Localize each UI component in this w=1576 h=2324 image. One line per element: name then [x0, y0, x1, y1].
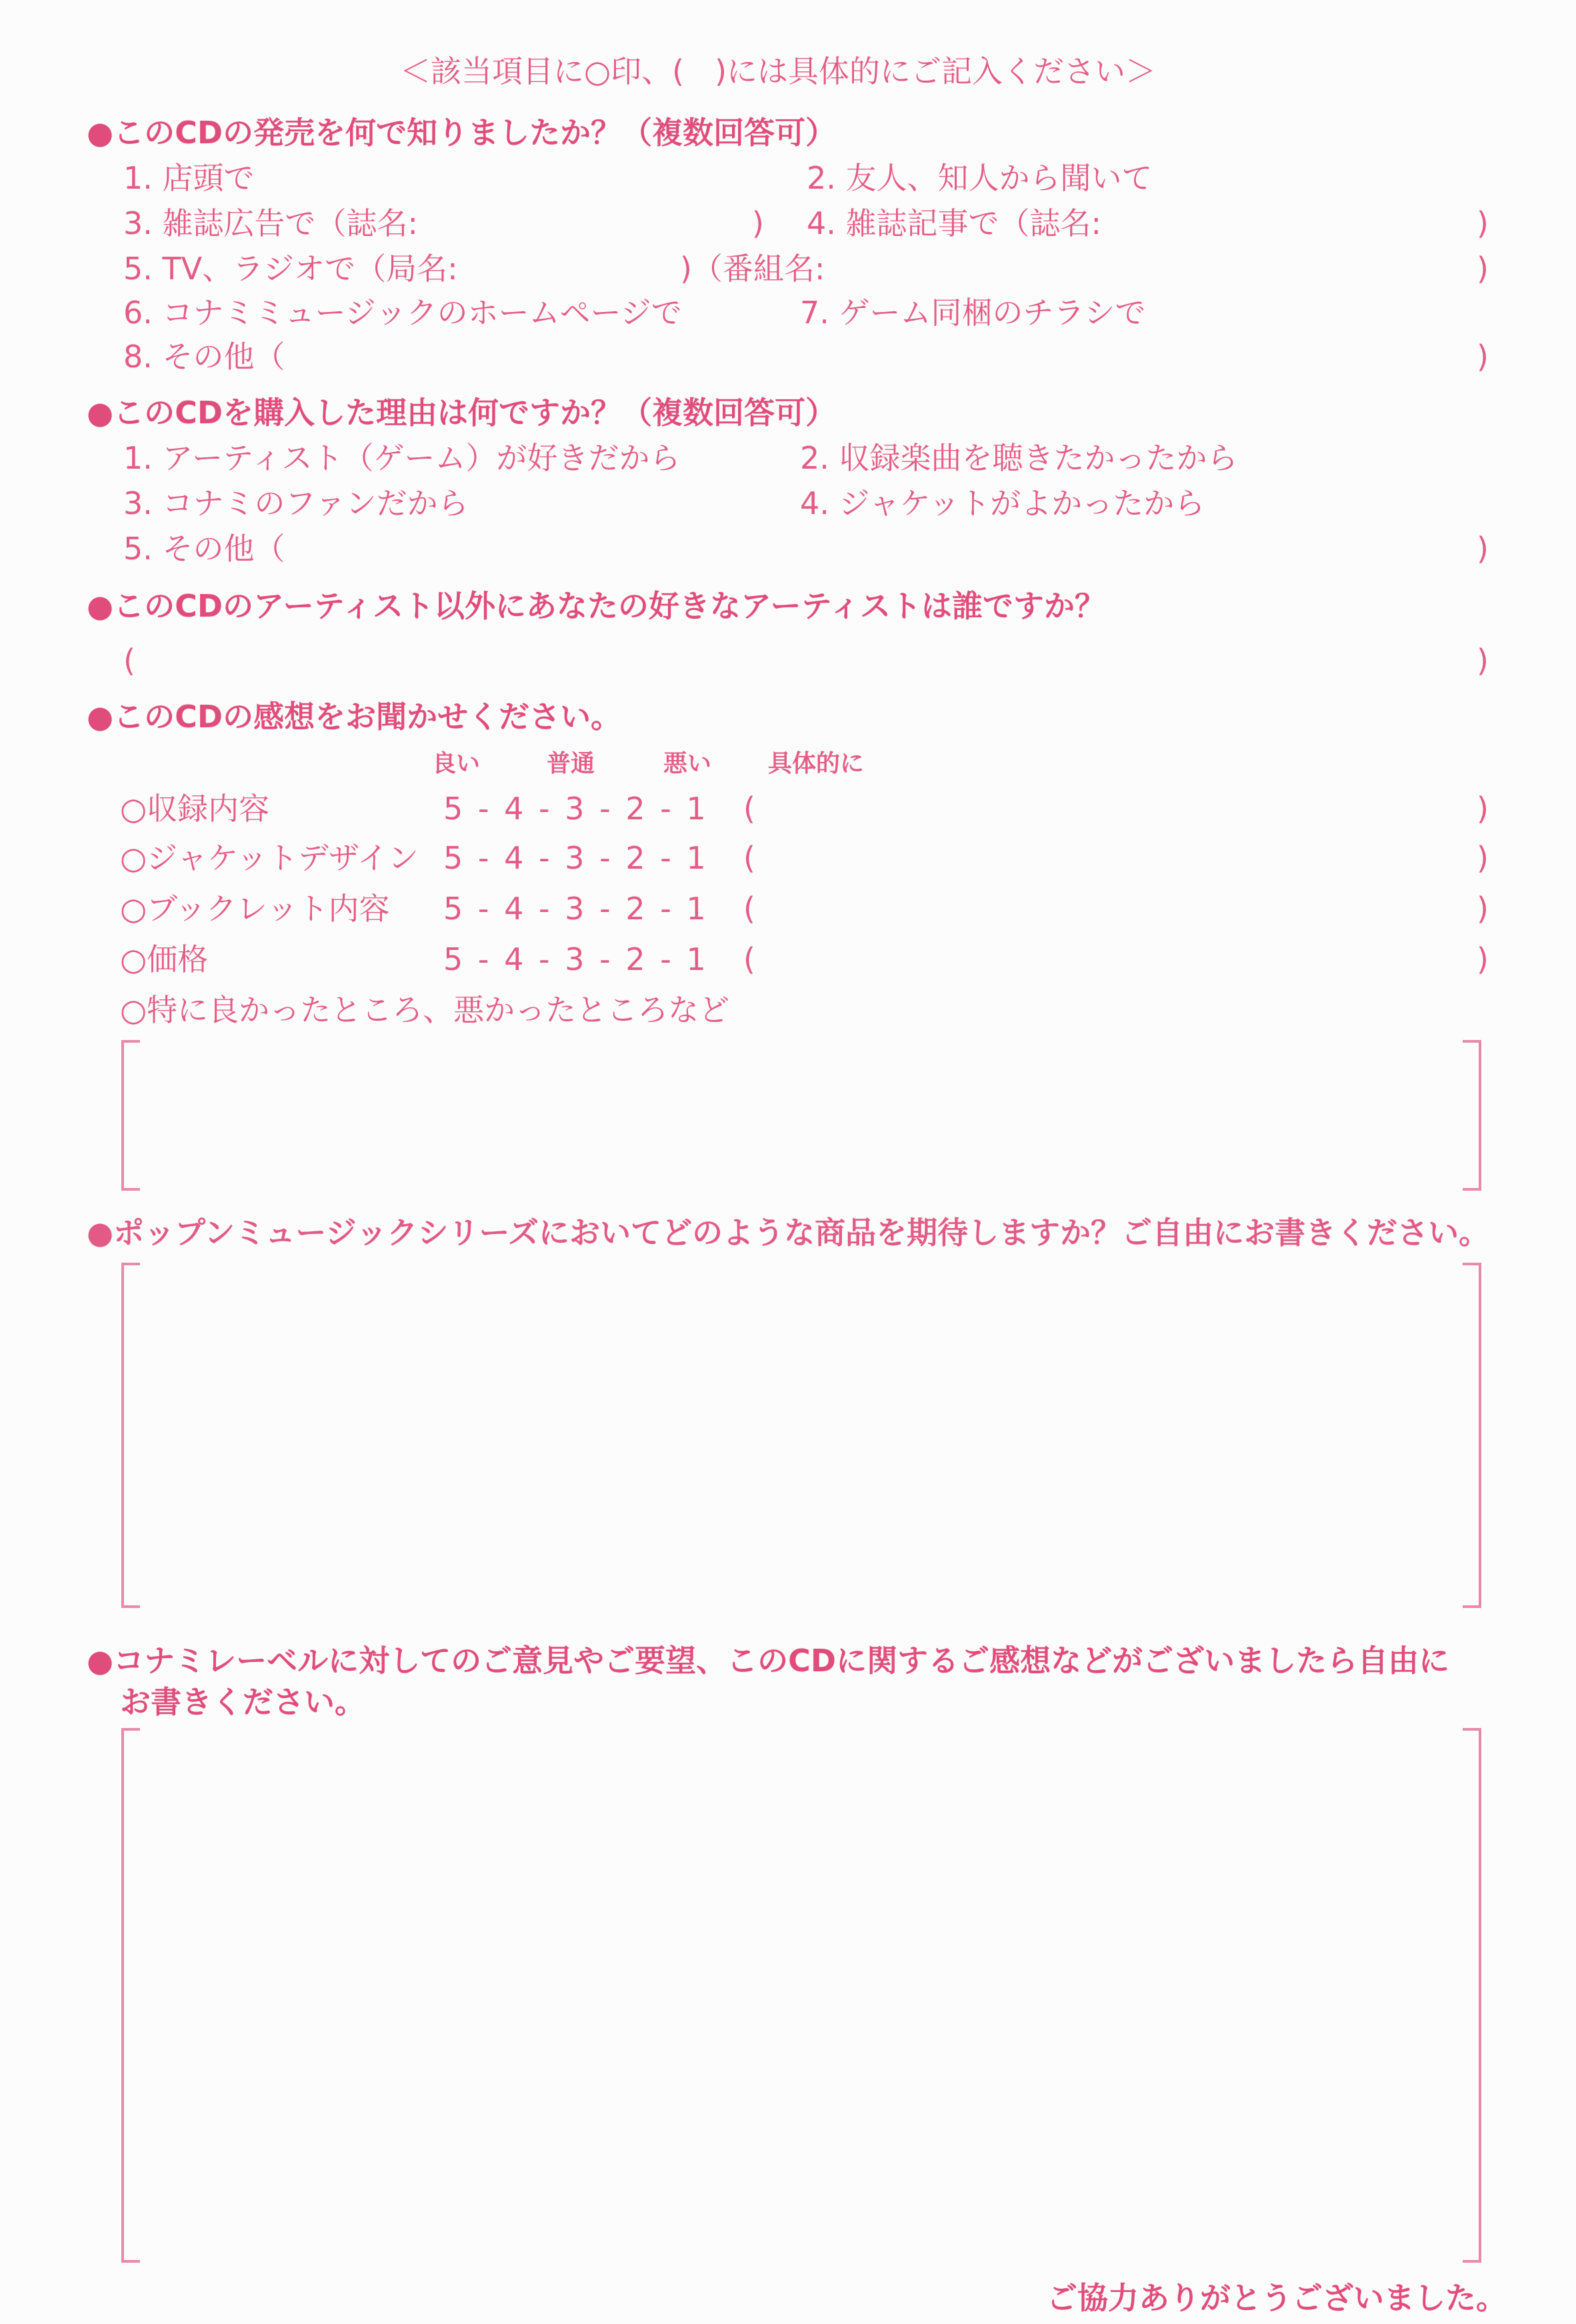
q2-option-3: 3. コナミのファンだから — [123, 485, 469, 521]
q1-option-3-close: ) — [752, 205, 764, 241]
q1-option-4: 4. 雑誌記事で（誌名: — [807, 205, 1102, 241]
q1-option-2: 2. 友人、知人から聞いて — [807, 160, 1153, 196]
q4-row-scale: 5 - 4 - 3 - 2 - 1 — [443, 891, 709, 927]
q2-option-2: 2. 収録楽曲を聴きたかったから — [800, 440, 1238, 476]
q6-box-left-bracket — [121, 1728, 140, 2263]
q4-free-comment-label: ○特に良かったところ、悪かったところなど — [120, 992, 730, 1028]
q1-option-8: 8. その他（ — [123, 339, 285, 375]
q4-header-good: 良い — [432, 750, 481, 777]
q4-row-scale: 5 - 4 - 3 - 2 - 1 — [443, 941, 709, 977]
q4-row-label: ○ブックレット内容 — [120, 891, 390, 927]
q4-row-close: ) — [1477, 840, 1489, 876]
q1-option-7: 7. ゲーム同梱のチラシで — [800, 295, 1146, 331]
q4-row-open: ( — [743, 840, 755, 876]
q4-row-open: ( — [743, 941, 755, 977]
q1-option-5a: 5. TV、ラジオで（局名: — [123, 251, 458, 287]
q4-box-left-bracket — [121, 1040, 140, 1191]
q3-title: ●このCDのアーティスト以外にあなたの好きなアーティストは誰ですか？ — [87, 588, 1105, 624]
q4-row-label: ○ジャケットデザイン — [120, 840, 419, 876]
q4-row-close: ) — [1477, 791, 1489, 827]
q4-row-close: ) — [1477, 891, 1489, 927]
q1-option-5b: )（番組名: — [680, 251, 825, 287]
q4-title: ●このCDの感想をお聞かせください。 — [87, 699, 622, 735]
q2-option-5-close: ) — [1477, 531, 1489, 567]
q4-header-detail: 具体的に — [768, 750, 865, 777]
q4-header-bad: 悪い — [663, 750, 712, 777]
q1-option-3: 3. 雑誌広告で（誌名: — [123, 205, 419, 241]
q2-title: ●このCDを購入した理由は何ですか？（複数回答可） — [87, 395, 837, 431]
q4-row-scale: 5 - 4 - 3 - 2 - 1 — [443, 840, 709, 876]
q6-box-right-bracket — [1463, 1728, 1481, 2263]
q5-box-right-bracket — [1463, 1263, 1481, 1608]
q1-option-1: 1. 店頭で — [123, 160, 255, 196]
q4-row-scale: 5 - 4 - 3 - 2 - 1 — [443, 791, 709, 827]
q1-option-4-close: ) — [1477, 205, 1489, 241]
q3-open-paren: ( — [123, 643, 135, 679]
q1-title: ●このCDの発売を何で知りましたか？（複数回答可） — [87, 115, 837, 151]
q4-row-close: ) — [1477, 941, 1489, 977]
q6-title-line1: ●コナミレーベルに対してのご意見やご要望、このCDに関するご感想などがございましたら自由に — [87, 1643, 1450, 1679]
q2-option-1: 1. アーティスト（ゲーム）が好きだから — [123, 440, 681, 476]
q4-header-normal: 普通 — [547, 750, 595, 777]
q4-row-label: ○収録内容 — [120, 791, 270, 827]
q2-option-4: 4. ジャケットがよかったから — [800, 485, 1205, 521]
q3-close-paren: ) — [1477, 643, 1489, 679]
q6-title-line2: お書きください。 — [120, 1684, 365, 1720]
footer-thanks: ご協力ありがとうございました。 — [1047, 2280, 1507, 2316]
q1-option-5-close: ) — [1477, 251, 1489, 287]
q4-box-right-bracket — [1463, 1040, 1481, 1191]
q5-box-left-bracket — [121, 1263, 140, 1608]
q4-row-open: ( — [743, 791, 755, 827]
q1-option-8-close: ) — [1477, 339, 1489, 375]
q5-title: ●ポップンミュージックシリーズにおいてどのような商品を期待しますか？ご自由にお書きください。 — [87, 1215, 1490, 1251]
q4-row-label: ○価格 — [120, 941, 209, 977]
q4-row-open: ( — [743, 891, 755, 927]
q2-option-5: 5. その他（ — [123, 531, 285, 567]
q1-option-6: 6. コナミミュージックのホームページで — [123, 295, 682, 331]
instruction: ＜該当項目に○印、( )には具体的にご記入ください＞ — [400, 53, 1157, 89]
